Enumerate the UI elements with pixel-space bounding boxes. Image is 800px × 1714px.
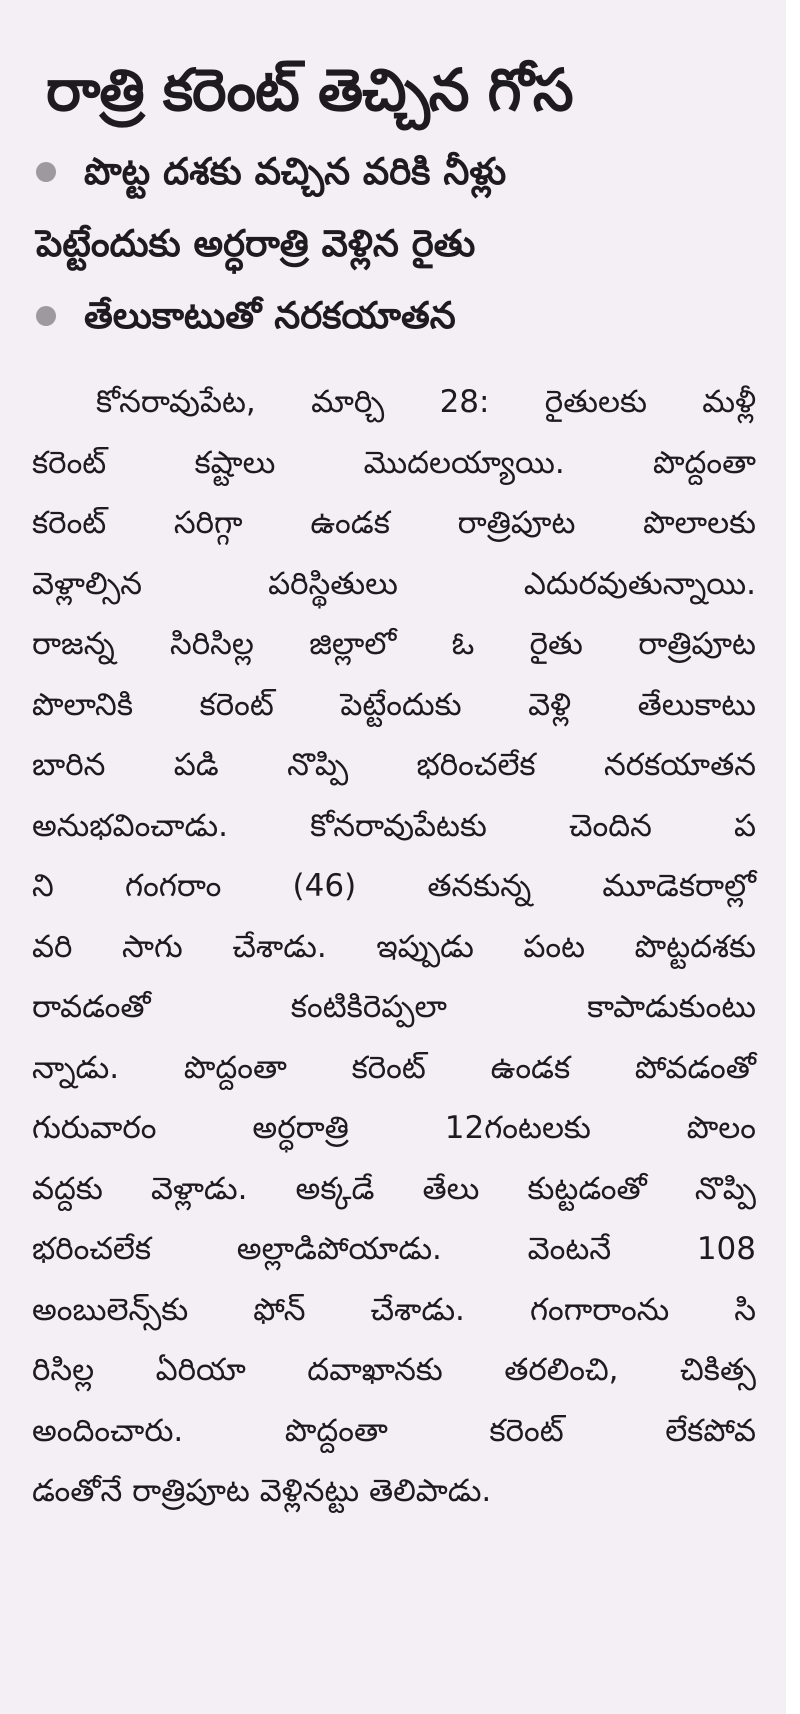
- body-line: డంతోనే రాత్రిపూట వెళ్లినట్టు తెలిపాడు.: [32, 1473, 492, 1509]
- article-body: [32, 372, 756, 1522]
- subhead-line: పెట్టేందుకు అర్ధరాత్రి వెళ్లిన రైతు: [36, 222, 476, 265]
- subhead-2: [32, 280, 756, 352]
- body-line: వెళ్లాల్సిన పరిస్థితులు ఎదురవుతున్నాయి.: [32, 565, 756, 602]
- body-line: బారిన పడి నొప్పి భరించలేక నరకయాతన: [32, 747, 756, 783]
- body-line: భరించలేక అల్లాడిపోయాడు. వెంటనే 108: [32, 1231, 756, 1267]
- body-line: పొలానికి కరెంట్ పెట్టేందుకు వెళ్లి తేలుకాటు: [32, 686, 756, 723]
- body-line: గురువారం అర్ధరాత్రి 12గంటలకు పొలం: [32, 1110, 756, 1146]
- body-line: అందించారు. పొద్దంతా కరెంట్ లేకపోవ: [32, 1412, 756, 1449]
- subhead-line: తేలుకాటుతో నరకయాతన: [84, 294, 456, 337]
- body-line: కోనరావుపేట, మార్చి 28: రైతులకు మళ్లీ: [96, 384, 756, 420]
- body-line: రాజన్న సిరిసిల్ల జిల్లాలో ఓ రైతు రాత్రిపూట: [32, 626, 756, 662]
- body-line: అంబులెన్స్‌కు ఫోన్ చేశాడు. గంగారాంను సి: [32, 1291, 756, 1328]
- body-line: న్నాడు. పొద్దంతా కరెంట్ ఉండక పోవడంతో: [32, 1049, 756, 1086]
- body-line: అనుభవించాడు. కోనరావుపేటకు చెందిన ప: [32, 807, 756, 844]
- body-line: వద్దకు వెళ్లాడు. అక్కడే తేలు కుట్టడంతో నొప్పి: [32, 1170, 756, 1207]
- bullet-icon: [36, 162, 56, 182]
- bullet-icon: [36, 306, 56, 326]
- body-line: వరి సాగు చేశాడు. ఇప్పుడు పంట పొట్టదశకు: [32, 928, 756, 965]
- body-line: రిసిల్ల ఏరియా దవాఖానకు తరలించి, చికిత్స: [32, 1352, 756, 1388]
- body-line: కరెంట్ కష్టాలు మొదలయ్యాయి. పొద్దంతా: [32, 444, 756, 481]
- body-line: రావడంతో కంటికిరెప్పలా కాపాడుకుంటు: [32, 989, 756, 1025]
- body-line: ని గంగరాం (46) తనకున్న మూడెకరాల్లో: [32, 868, 756, 904]
- headline: రాత్రి కరెంట్ తెచ్చిన గోస: [46, 56, 573, 124]
- subhead-line: పొట్ట దశకు వచ్చిన వరికి నీళ్లు: [84, 150, 507, 193]
- body-line: కరెంట్ సరిగ్గా ఉండక రాత్రిపూట పొలాలకు: [32, 505, 756, 541]
- subhead-1: [32, 136, 756, 280]
